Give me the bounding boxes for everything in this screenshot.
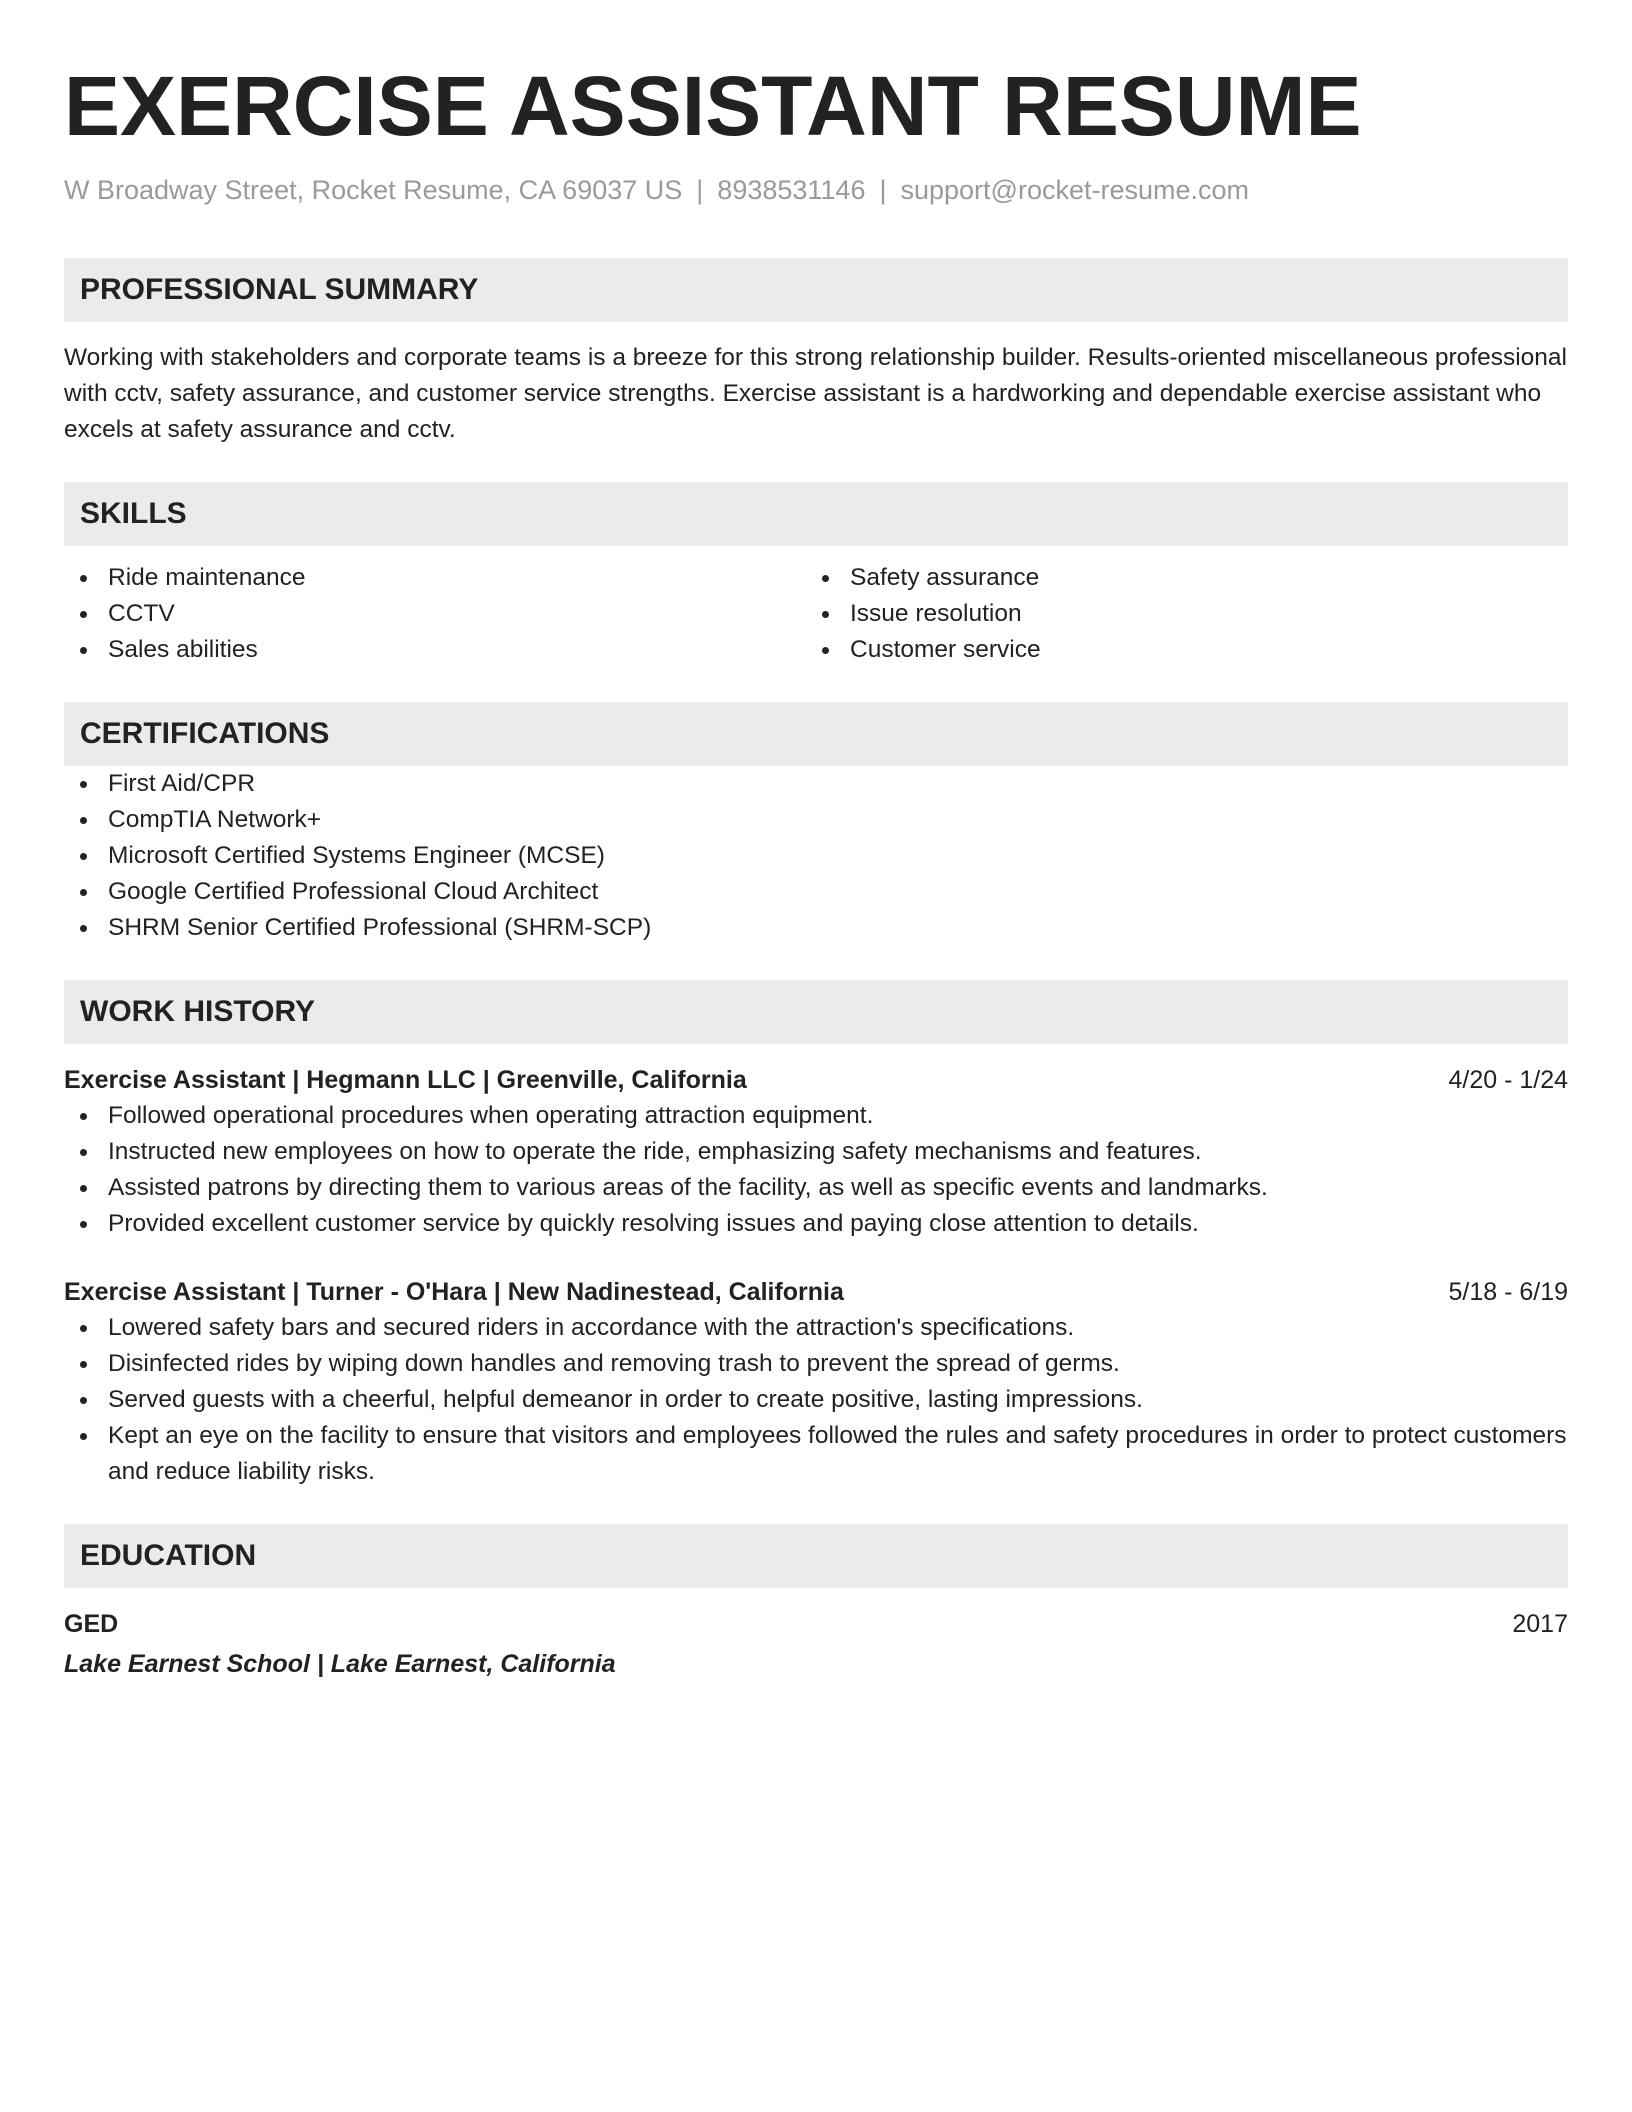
certification-item: SHRM Senior Certified Professional (SHRM-SCP) xyxy=(64,910,1568,946)
section-heading-certifications: CERTIFICATIONS xyxy=(64,702,1568,766)
certifications-list xyxy=(64,766,1568,946)
contact-separator: | xyxy=(696,175,704,205)
job-dates: 4/20 - 1/24 xyxy=(1448,1066,1568,1094)
job-bullet: Lowered safety bars and secured riders in accordance with the attraction's specifications. xyxy=(64,1310,1568,1346)
job-title: Exercise Assistant | Hegmann LLC | Greenville, California xyxy=(64,1066,747,1094)
job-title: Exercise Assistant | Turner - O'Hara | New Nadinestead, California xyxy=(64,1278,844,1306)
education-year: 2017 xyxy=(1512,1610,1568,1638)
job-bullet: Disinfected rides by wiping down handles and removing trash to prevent the spread of germs. xyxy=(64,1346,1568,1382)
summary-text: Working with stakeholders and corporate teams is a breeze for this strong relationship builder. Results-oriented miscellaneous professional with cctv, safety assurance, and customer service strengths. Exercise assistant is a hardworking and dependable exercise assistant who excels at safety assurance and cctv. xyxy=(64,344,1567,443)
certification-item: Google Certified Professional Cloud Architect xyxy=(64,874,1568,910)
skill-item: Safety assurance xyxy=(806,560,1548,596)
skill-item: Sales abilities xyxy=(64,632,806,668)
skill-item: CCTV xyxy=(64,596,806,632)
skills-grid xyxy=(64,560,1568,668)
job-bullet-list xyxy=(64,1098,1568,1242)
contact-line xyxy=(64,172,1568,208)
job-bullet-list xyxy=(64,1310,1568,1490)
job-header xyxy=(64,1062,1568,1098)
skill-item: Ride maintenance xyxy=(64,560,806,596)
certification-item: Microsoft Certified Systems Engineer (MCSE) xyxy=(64,838,1568,874)
education-school: Lake Earnest School | Lake Earnest, California xyxy=(64,1650,616,1678)
job-header xyxy=(64,1274,1568,1310)
job-dates: 5/18 - 6/19 xyxy=(1448,1278,1568,1306)
contact-email: support@rocket-resume.com xyxy=(900,175,1250,205)
section-heading-skills: SKILLS xyxy=(64,482,1568,546)
resume-title: EXERCISE ASSISTANT RESUME xyxy=(64,59,1362,153)
education-header xyxy=(64,1606,1568,1642)
section-heading-education: EDUCATION xyxy=(64,1524,1568,1588)
contact-address: W Broadway Street, Rocket Resume, CA 69037 US xyxy=(64,175,683,205)
job-bullet: Instructed new employees on how to operate the ride, emphasizing safety mechanisms and features. xyxy=(64,1134,1568,1170)
skills-column-left xyxy=(64,560,806,668)
skill-item: Issue resolution xyxy=(806,596,1548,632)
job-bullet: Assisted patrons by directing them to various areas of the facility, as well as specific events and landmarks. xyxy=(64,1170,1568,1206)
job-bullet: Followed operational procedures when operating attraction equipment. xyxy=(64,1098,1568,1134)
section-heading-work-history: WORK HISTORY xyxy=(64,980,1568,1044)
contact-separator: | xyxy=(879,175,887,205)
skills-column-right xyxy=(806,560,1548,668)
job-bullet: Served guests with a cheerful, helpful demeanor in order to create positive, lasting impressions. xyxy=(64,1382,1568,1418)
certification-item: CompTIA Network+ xyxy=(64,802,1568,838)
education-degree: GED xyxy=(64,1610,119,1638)
contact-phone: 8938531146 xyxy=(717,175,866,205)
job-bullet: Kept an eye on the facility to ensure that visitors and employees followed the rules and safety procedures in order to protect customers and reduce liability risks. xyxy=(64,1418,1568,1490)
section-heading-summary: PROFESSIONAL SUMMARY xyxy=(64,258,1568,322)
skill-item: Customer service xyxy=(806,632,1548,668)
certification-item: First Aid/CPR xyxy=(64,766,1568,802)
job-bullet: Provided excellent customer service by quickly resolving issues and paying close attention to details. xyxy=(64,1206,1568,1242)
